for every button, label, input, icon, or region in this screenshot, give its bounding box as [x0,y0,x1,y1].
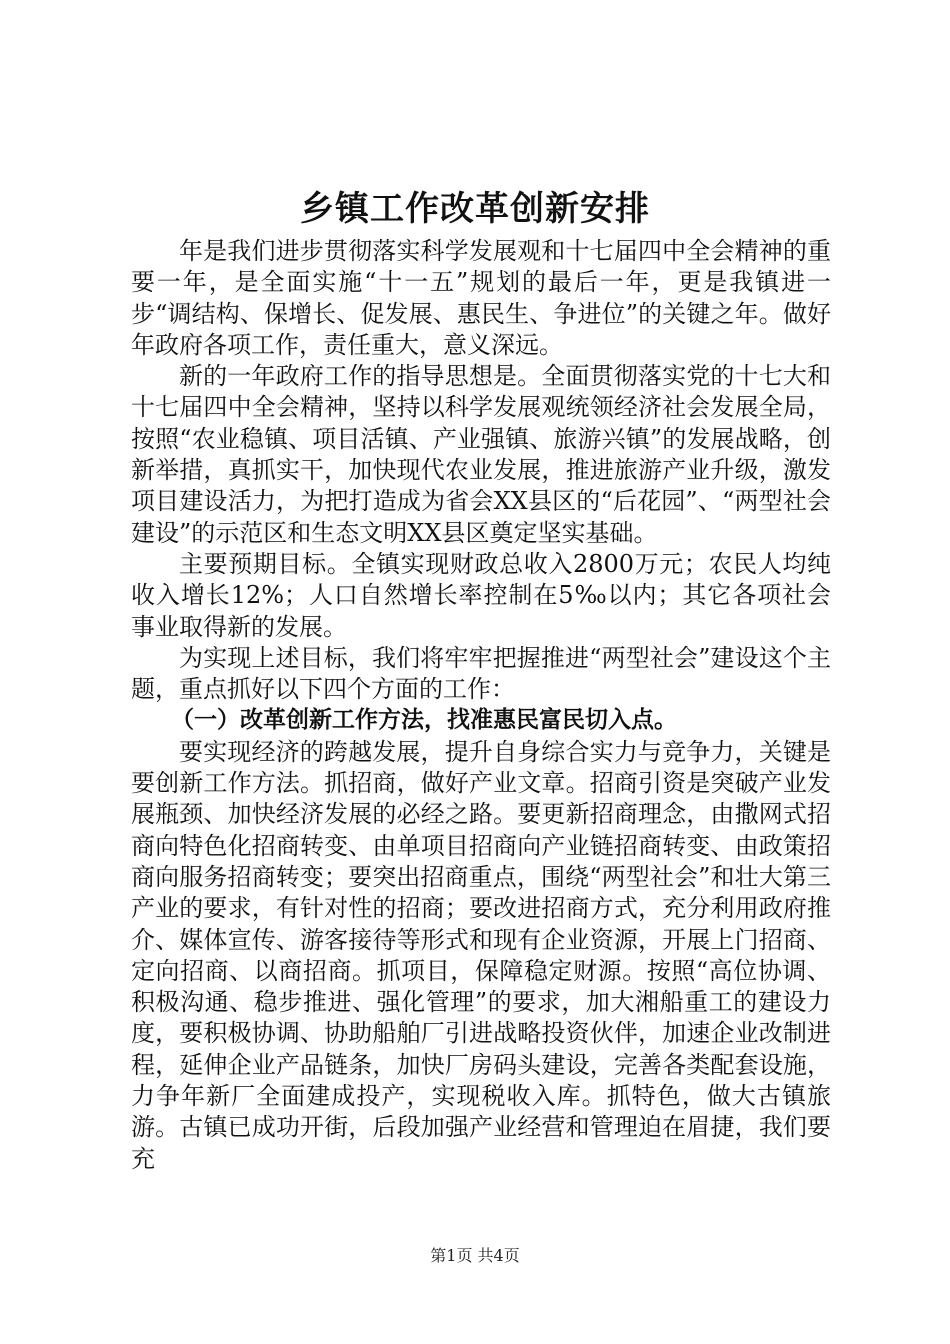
paragraph-guiding-thought: 新的一年政府工作的指导思想是。全面贯彻落实党的十七大和十七届四中全会精神，坚持以科学发展观统领经济社会发展全局，按照“农业稳镇、项目活镇、产业强镇、旅游兴镇”的发展战略，创新举措，真抓实干，加快现代农业发展，推进旅游产业升级，激发项目建设活力，为把打造成为省会XX县区的“后花园”、“两型社会建设”的示范区和生态文明XX县区奠定坚实基础。 [131,362,831,547]
page-footer: 第1页 共4页 [430,1246,520,1265]
paragraph-targets: 主要预期目标。全镇实现财政总收入2800万元；农民人均纯收入增长12%；人口自然增长率控制在5‰以内；其它各项社会事业取得新的发展。 [131,549,831,641]
paragraph-section-1: 要实现经济的跨越发展，提升自身综合实力与竞争力，关键是要创新工作方法。抓招商，做好产业文章。招商引资是突破产业发展瓶颈、加快经济发展的必经之路。要更新招商理念，由撒网式招商向特色化招商转变、由单项目招商向产业链招商转变、由政策招商向服务招商转变；要突出招商重点，围绕“两型社会”和壮大第三产业的要求，有针对性的招商；要改进招商方式，充分利用政府推介、媒体宣传、游客接待等形式和现有企业资源，开展上门招商、定向招商、以商招商。抓项目，保障稳定财源。按照“高位协调、积极沟通、稳步推进、强化管理”的要求，加大湘船重工的建设力度，要积极协调、协助船舶厂引进战略投资伙伴，加速企业改制进程，延伸企业产品链条，加快厂房码头建设，完善各类配套设施，力争年新厂全面建成投产，实现税收入库。抓特色，做大古镇旅游。古镇已成功开街，后段加强产业经营和管理迫在眉捷，我们要充 [131,737,831,1173]
paragraph-intro: 年是我们进步贯彻落实科学发展观和十七届四中全会精神的重要一年，是全面实施“十一五”规划的最后一年，更是我镇进一步“调结构、保增长、促发展、惠民生、争进位”的关键之年。做好年政府各项工作，责任重大，意义深远。 [131,237,831,359]
document-body [131,236,831,1175]
section-heading-1: （一）改革创新工作方法，找准惠民富民切入点。 [171,707,677,734]
document-title: 乡镇工作改革创新安排 [300,189,650,229]
paragraph-work-overview: 为实现上述目标，我们将牢牢把握推进“两型社会”建设这个主题，重点抓好以下四个方面的工作： [131,643,831,704]
